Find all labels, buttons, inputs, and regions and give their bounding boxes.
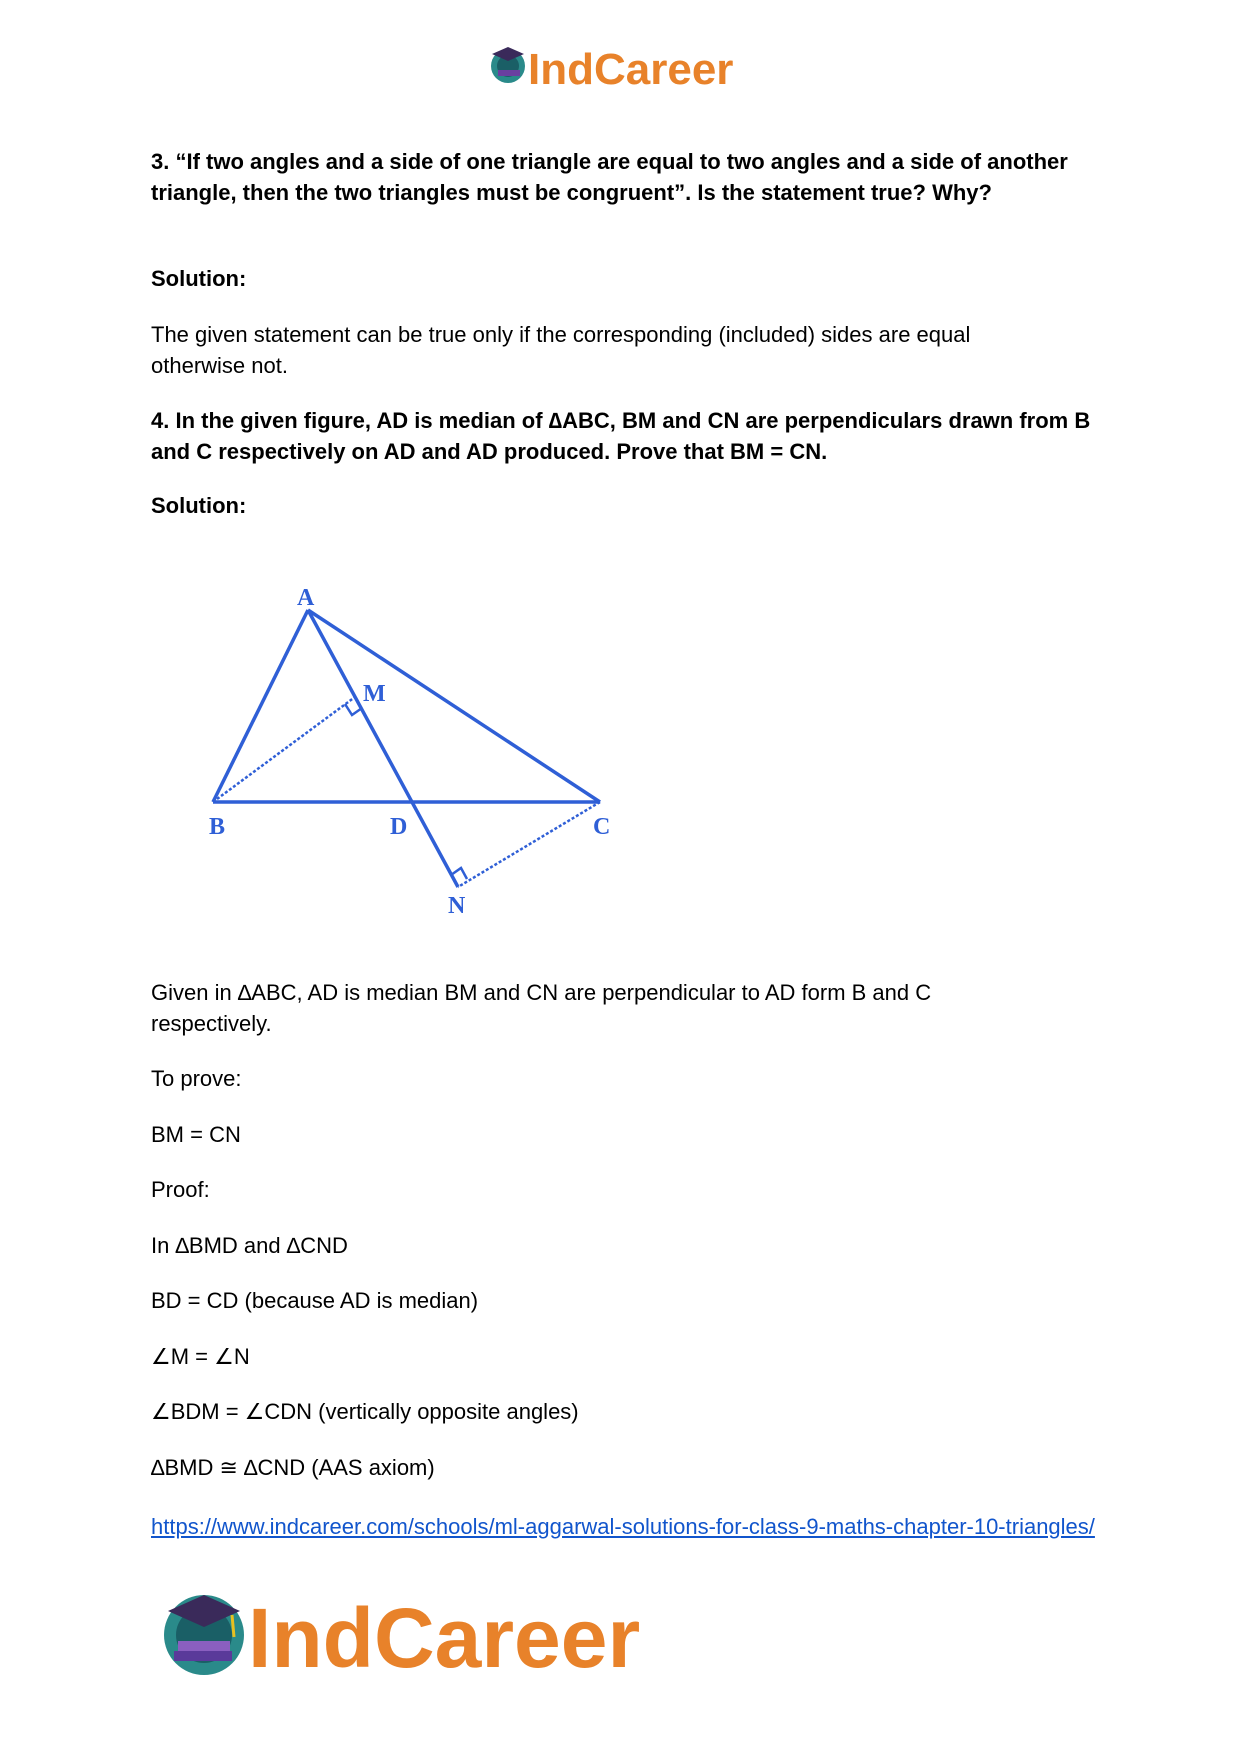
to-prove-statement: BM = CN [151, 1122, 241, 1147]
header-logo-text: IndCareer [528, 45, 734, 94]
proof-line: ∠BDM = ∠CDN (vertically opposite angles) [151, 1399, 579, 1424]
label-N: N [448, 893, 466, 919]
perpendicular-CN [458, 802, 600, 887]
label-M: M [363, 681, 386, 707]
label-A: A [297, 585, 315, 611]
line-AN [308, 610, 458, 887]
label-B: B [209, 814, 226, 840]
question-3-answer: The given statement can be true only if the corresponding (included) sides are equal otherwise not. [151, 322, 971, 378]
proof-line: ∠M = ∠N [151, 1344, 250, 1369]
question-3-solution-label: Solution: [151, 266, 247, 291]
triangle-figure [195, 575, 625, 935]
label-D: D [390, 814, 408, 840]
label-C: C [593, 814, 611, 840]
proof-label: Proof: [151, 1177, 210, 1202]
perpendicular-BM [213, 697, 355, 802]
side-AB [213, 610, 308, 802]
side-AC [308, 610, 600, 802]
given-statement: Given in ∆ABC, AD is median BM and CN are perpendicular to AD form B and C respectively. [151, 980, 932, 1036]
graduation-cap-globe-icon [491, 47, 525, 83]
graduation-cap-globe-icon [164, 1595, 244, 1675]
question-3-text: 3. “If two angles and a side of one triangle are equal to two angles and a side of another triangle, then the two triangles must be congruent”. Is the statement true? Why? [151, 149, 1068, 205]
proof-line: BD = CD (because AD is median) [151, 1288, 479, 1313]
proof-line: In ∆BMD and ∆CND [151, 1233, 348, 1258]
footer-logo-text: IndCareer [248, 1591, 641, 1680]
question-4-solution-label: Solution: [151, 493, 247, 518]
header-logo [488, 40, 758, 98]
footer-logo[interactable] [160, 1585, 700, 1680]
source-link[interactable]: https://www.indcareer.com/schools/ml-aggarwal-solutions-for-class-9-maths-chapter-10-triangles/ [151, 1514, 1095, 1539]
to-prove-label: To prove: [151, 1066, 242, 1091]
question-4-text: 4. In the given figure, AD is median of ∆ABC, BM and CN are perpendiculars drawn from B and C respectively on AD and AD produced. Prove that BM = CN. [151, 408, 1091, 464]
proof-line: ∆BMD ≅ ∆CND (AAS axiom) [151, 1455, 435, 1480]
